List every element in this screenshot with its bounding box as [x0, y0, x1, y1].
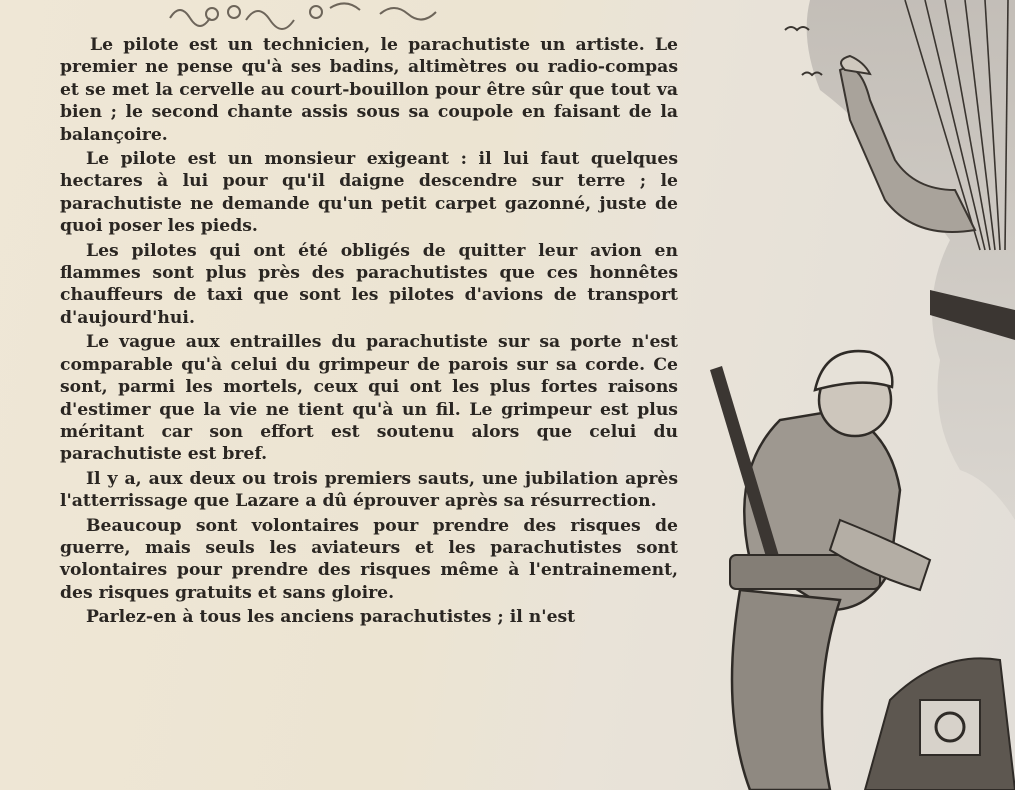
paragraph: Le pilote est un monsieur exigeant : il lui faut quelques hectares à lui pour qu'il daigne descendre sur terre ; le parachutiste ne demande qu'un petit carpet gazonné, juste de quoi poser les pieds. [60, 149, 678, 237]
paragraph: Les pilotes qui ont été obligés de quitter leur avion en flammes sont plus près des parachutistes que ces honnêtes chauffeurs de taxi que sont les pilotes d'avions de transport d'aujourd'hui. [60, 240, 678, 328]
decorative-ornament [150, 0, 480, 34]
article-text [60, 34, 678, 631]
paragraph: Il y a, aux deux ou trois premiers sauts, une jubilation après l'atterrissage que Lazare a dû éprouver après sa résurrection. [60, 468, 678, 512]
paragraph: Le vague aux entrailles du parachutiste sur sa porte n'est comparable qu'à celui du grimpeur de parois sur sa corde. Ce sont, parmi les mortels, ceux qui ont les plus fortes raisons d'estimer que la vie ne tient qu'à un fil. Le grimpeur est plus méritant car son effort est soutenu alors que celui du parachutiste est bref. [60, 332, 678, 465]
paragraph: Le pilote est un technicien, le parachutiste un artiste. Le premier ne pense qu'à ses badins, altimètres ou radio-compas et se met la cervelle au court-bouillon pour être sûr que tout va bien ; le second chante assis sous sa coupole en faisant de la balançoire. [60, 35, 678, 145]
paratrooper-illustration [690, 0, 1015, 790]
paragraph: Parlez-en à tous les anciens parachutistes ; il n'est [86, 607, 576, 628]
paragraph: Beaucoup sont volontaires pour prendre des risques de guerre, mais seuls les aviateurs et les parachutistes sont volontaires pour prendre des risques même à l'entrainement, des risques gratuits et sans gloire. [60, 515, 678, 603]
